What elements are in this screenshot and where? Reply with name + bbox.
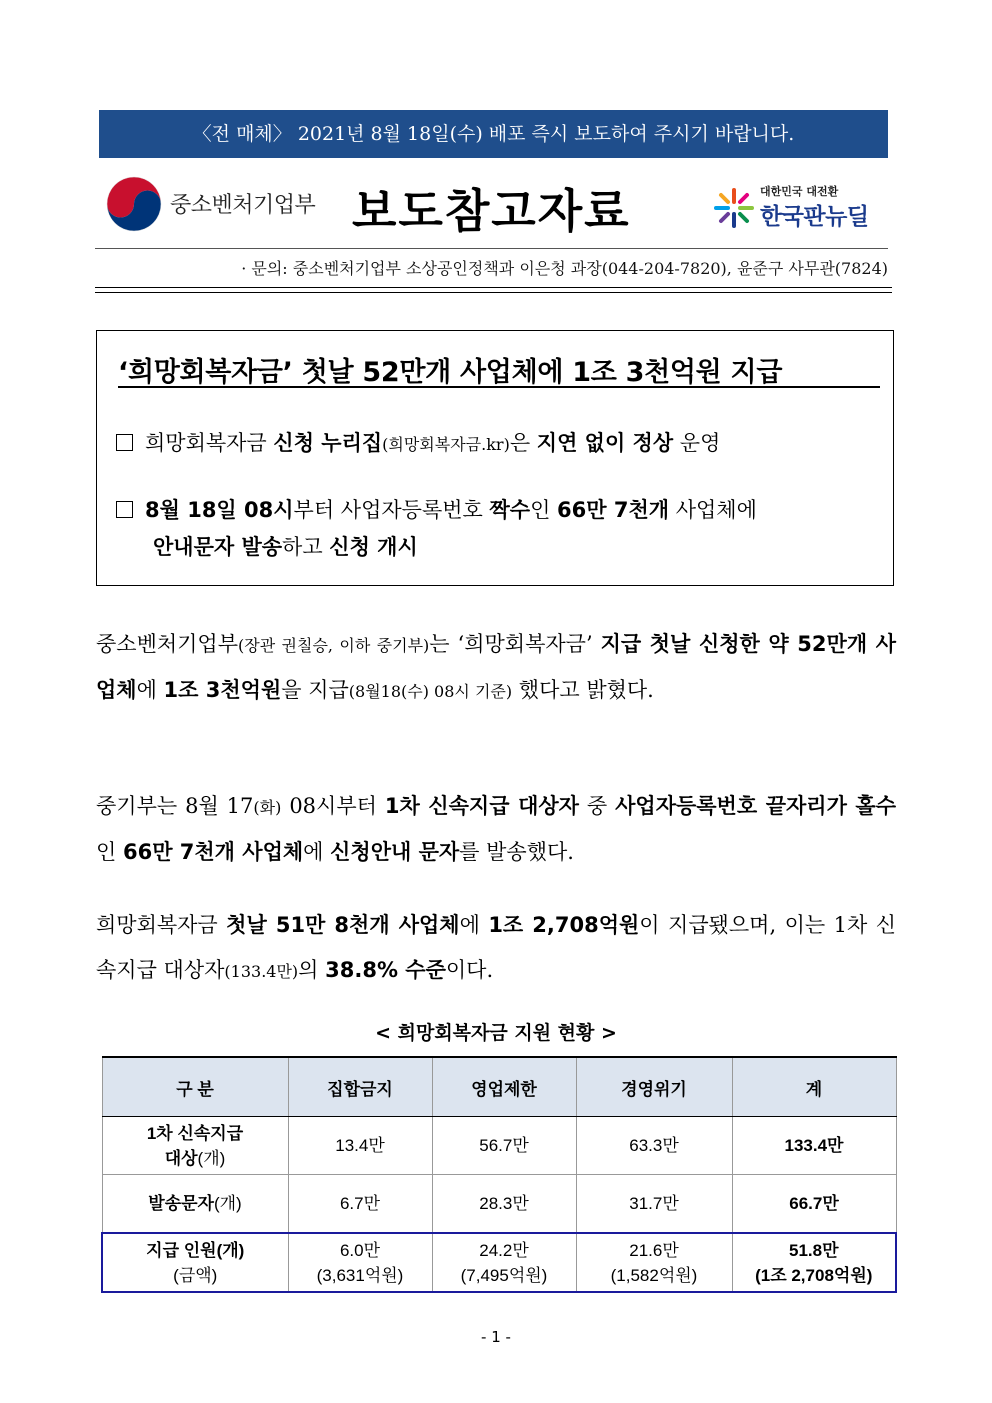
table-cell: 56.7만 (432, 1117, 576, 1175)
document-type-title: 보도참고자료 (352, 184, 631, 238)
table-cell: 21.6만 (1,582억원) (576, 1233, 732, 1292)
table-cell-total: 133.4만 (732, 1117, 896, 1175)
headline: ‘희망회복자금’ 첫날 52만개 사업체에 1조 3천억원 지급 (118, 357, 783, 388)
table-cell: 28.3만 (432, 1175, 576, 1234)
checkbox-square-icon (116, 501, 133, 518)
ministry-name: 중소벤처기업부 (170, 193, 316, 218)
table-caption: < 희망회복자금 지원 현황 > (375, 1022, 617, 1044)
korean-new-deal-logo-icon (712, 186, 756, 230)
table-cell: 6.0만 (3,631억원) (288, 1233, 432, 1292)
table-header-row (102, 1057, 896, 1117)
column-header: 구 분 (102, 1057, 288, 1117)
body-paragraph-2: 중기부는 8월 17(화) 08시부터 1차 신속지급 대상자 중 사업자등록번호 끝자리가 홀수인 66만 7천개 사업체에 신청안내 문자를 발송했다. (96, 794, 897, 864)
new-deal-tagline: 대한민국 대전환 (760, 185, 839, 198)
table-row (102, 1175, 896, 1234)
headline-underline (118, 386, 880, 388)
row-label: 1차 신속지급 대상(개) (102, 1117, 288, 1175)
table-cell: 6.7만 (288, 1175, 432, 1234)
checkbox-square-icon (116, 434, 133, 451)
support-status-table (101, 1056, 897, 1293)
table-cell-total: 66.7만 (732, 1175, 896, 1234)
table-cell: 63.3만 (576, 1117, 732, 1175)
contact-info: · 문의: 중소벤처기업부 소상공인정책과 이은청 과장(044-204-7820), 윤준구 사무관(7824) (241, 259, 888, 278)
government-emblem-icon (106, 176, 162, 232)
page-number: - 1 - (481, 1328, 511, 1346)
column-header: 계 (732, 1057, 896, 1117)
new-deal-name: 한국판뉴딜 (760, 204, 869, 230)
body-paragraph-1: 중소벤처기업부(장관 권칠승, 이하 중기부)는 ‘희망회복자금’ 지급 첫날 신청한 약 52만개 사업체에 1조 3천억원을 지급(8월18(수) 08시 기준) 했다고 밝혔다. (96, 632, 896, 702)
table-row-highlighted (102, 1233, 896, 1292)
row-label: 발송문자(개) (102, 1175, 288, 1234)
row-label: 지급 인원(개) (금액) (102, 1233, 288, 1292)
table-cell: 24.2만 (7,495억원) (432, 1233, 576, 1292)
column-header: 경영위기 (576, 1057, 732, 1117)
column-header: 집합금지 (288, 1057, 432, 1117)
distribution-banner: 〈전 매체〉 2021년 8월 18일(수) 배포 즉시 보도하여 주시기 바랍니다. (99, 110, 888, 158)
column-header: 영업제한 (432, 1057, 576, 1117)
body-paragraph-3: 희망회복자금 첫날 51만 8천개 사업체에 1조 2,708억원이 지급됐으며, 이는 1차 신속지급 대상자(133.4만)의 38.8% 수준이다. (96, 913, 896, 982)
table-row (102, 1117, 896, 1175)
table-cell: 13.4만 (288, 1117, 432, 1175)
summary-bullet-1: 희망회복자금 신청 누리집(희망회복자금.kr)은 지연 없이 정상 운영 (116, 425, 886, 463)
header-divider (95, 248, 888, 249)
table-cell: 31.7만 (576, 1175, 732, 1234)
summary-bullet-2: 8월 18일 08시부터 사업자등록번호 짝수인 66만 7천개 사업체에 안내문자 발송하고 신청 개시 (116, 492, 886, 566)
table-cell-total: 51.8만 (1조 2,708억원) (732, 1233, 896, 1292)
contact-divider (95, 287, 892, 293)
